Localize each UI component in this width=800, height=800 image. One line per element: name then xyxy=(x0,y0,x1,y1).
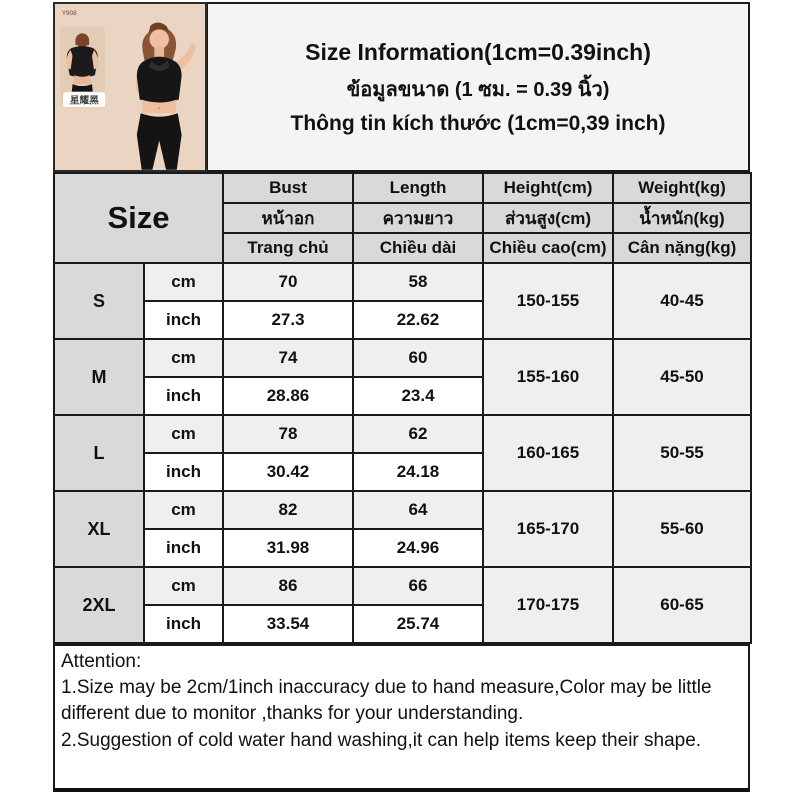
unit-label: cm xyxy=(144,415,223,453)
unit-label: inch xyxy=(144,605,223,643)
top-strip xyxy=(53,2,750,172)
size-chart-sheet xyxy=(53,2,750,792)
unit-label: inch xyxy=(144,301,223,339)
size-label: L xyxy=(54,415,144,491)
bust-cm: 82 xyxy=(223,491,353,529)
attention-note-1: 1.Size may be 2cm/1inch inaccuracy due to hand measure,Color may be little different due to monitor ,thanks for your understanding. xyxy=(61,677,712,725)
weight-range: 40-45 xyxy=(613,263,751,339)
table-row-xl-cm xyxy=(54,491,751,529)
attention-box xyxy=(53,644,750,792)
table-row-l-cm xyxy=(54,415,751,453)
weight-range: 50-55 xyxy=(613,415,751,491)
bust-cm: 70 xyxy=(223,263,353,301)
bust-inch: 30.42 xyxy=(223,453,353,491)
unit-label: cm xyxy=(144,491,223,529)
size-table xyxy=(53,172,752,644)
bust-cm: 78 xyxy=(223,415,353,453)
unit-label: inch xyxy=(144,453,223,491)
bust-inch: 27.3 xyxy=(223,301,353,339)
unit-label: cm xyxy=(144,339,223,377)
title-thai: ข้อมูลขนาด (1 ซม. = 0.39 นิ้ว) xyxy=(346,78,610,101)
title-box xyxy=(207,2,750,172)
height-range: 160-165 xyxy=(483,415,613,491)
product-photo xyxy=(53,2,207,172)
bust-inch: 28.86 xyxy=(223,377,353,415)
unit-label: cm xyxy=(144,263,223,301)
bust-inch: 31.98 xyxy=(223,529,353,567)
corner-size-label: Size xyxy=(54,173,223,263)
size-label: XL xyxy=(54,491,144,567)
length-cm: 58 xyxy=(353,263,483,301)
height-range: 150-155 xyxy=(483,263,613,339)
col-header-length-en: Length xyxy=(353,173,483,203)
weight-range: 55-60 xyxy=(613,491,751,567)
attention-heading: Attention: xyxy=(61,651,142,672)
length-inch: 24.96 xyxy=(353,529,483,567)
color-swatch-label: 星耀黑 xyxy=(69,95,99,107)
length-inch: 22.62 xyxy=(353,301,483,339)
header-row-en xyxy=(54,173,751,203)
col-header-height-vi: Chiều cao(cm) xyxy=(483,233,613,263)
length-inch: 25.74 xyxy=(353,605,483,643)
size-label: 2XL xyxy=(54,567,144,643)
unit-label: cm xyxy=(144,567,223,605)
length-inch: 23.4 xyxy=(353,377,483,415)
height-range: 155-160 xyxy=(483,339,613,415)
title-vietnamese: Thông tin kích thước (1cm=0,39 inch) xyxy=(290,111,666,135)
table-row-m-cm xyxy=(54,339,751,377)
unit-label: inch xyxy=(144,377,223,415)
product-code: Y908 xyxy=(61,9,77,17)
col-header-weight-en: Weight(kg) xyxy=(613,173,751,203)
length-cm: 66 xyxy=(353,567,483,605)
col-header-weight-vi: Cân nặng(kg) xyxy=(613,233,751,263)
bust-cm: 74 xyxy=(223,339,353,377)
col-header-length-vi: Chiều dài xyxy=(353,233,483,263)
col-header-bust-th: หน้าอก xyxy=(223,203,353,233)
length-cm: 62 xyxy=(353,415,483,453)
length-cm: 60 xyxy=(353,339,483,377)
col-header-bust-vi: Trang chủ xyxy=(223,233,353,263)
weight-range: 45-50 xyxy=(613,339,751,415)
attention-note-2: 2.Suggestion of cold water hand washing,it can help items keep their shape. xyxy=(61,729,702,751)
col-header-weight-th: น้ำหนัก(kg) xyxy=(613,203,751,233)
table-row-2xl-cm xyxy=(54,567,751,605)
size-label: M xyxy=(54,339,144,415)
col-header-height-th: ส่วนสูง(cm) xyxy=(483,203,613,233)
title-english: Size Information(1cm=0.39inch) xyxy=(305,38,651,65)
bust-inch: 33.54 xyxy=(223,605,353,643)
col-header-length-th: ความยาว xyxy=(353,203,483,233)
height-range: 165-170 xyxy=(483,491,613,567)
height-range: 170-175 xyxy=(483,567,613,643)
size-label: S xyxy=(54,263,144,339)
product-photo-illustration xyxy=(55,4,205,170)
table-row-s-cm xyxy=(54,263,751,301)
col-header-height-en: Height(cm) xyxy=(483,173,613,203)
unit-label: inch xyxy=(144,529,223,567)
col-header-bust-en: Bust xyxy=(223,173,353,203)
length-cm: 64 xyxy=(353,491,483,529)
weight-range: 60-65 xyxy=(613,567,751,643)
length-inch: 24.18 xyxy=(353,453,483,491)
bust-cm: 86 xyxy=(223,567,353,605)
